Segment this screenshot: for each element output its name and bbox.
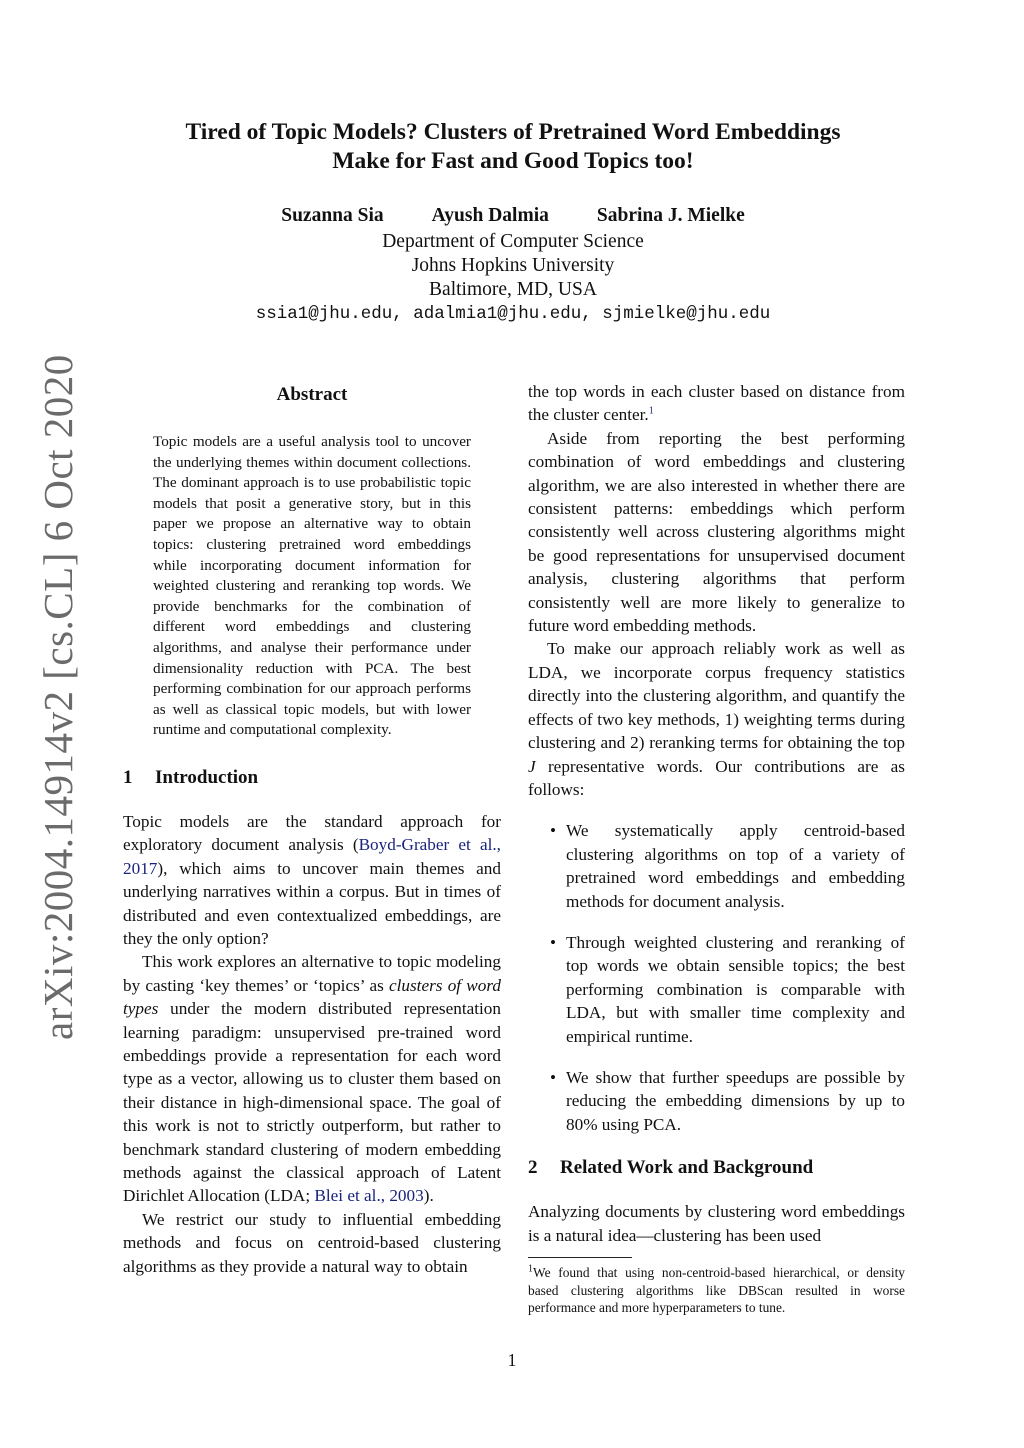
list-item — [528, 819, 905, 913]
right-p2-text-a: To make our approach reliably work as well as LDA, we incorporate corpus frequency statistics directly into the clustering algorithm, and quantify the effects of two key methods, 1) weighting terms during clustering and 2) reranking terms for obtaining the top — [528, 639, 905, 753]
abstract-text: Topic models are a useful analysis tool to uncover the underlying themes within document collections. The dominant approach is to use probabilistic topic models that posit a generative story, but in this paper we propose an alternative way to obtain topics: clustering pretrained word embeddings while incorporating document information for weighted clustering and reranking top words. We provide benchmarks for the combination of different word embeddings and clustering algorithms, and analyse their performance under dimensionality reduction with PCA. The best performing combination for our approach performs as well as classical topic models, but with lower runtime and computational complexity. — [153, 433, 471, 739]
right-column — [528, 380, 905, 1317]
section-1-number: 1 — [123, 766, 133, 788]
citation-boyd-graber[interactable]: Boyd-Graber et al., 2017 — [123, 835, 501, 878]
affiliation-university: Johns Hopkins University — [411, 255, 615, 276]
abstract-heading: Abstract — [276, 384, 348, 405]
arxiv-identifier: arXiv:2004.14914v2 [cs.CL] 6 Oct 2020 — [35, 354, 81, 1040]
section-1-heading — [123, 764, 501, 792]
list-item — [528, 931, 905, 1048]
right-p0-text: the top words in each cluster based on distance from the cluster center. — [528, 382, 905, 425]
left-column — [123, 380, 501, 1278]
author-list — [120, 205, 906, 227]
bullet-icon: • — [550, 821, 557, 841]
intro-p1-text-a: Topic models are the standard approach for exploratory document analysis ( — [123, 811, 501, 855]
variable-j: J — [528, 756, 536, 776]
right-paragraph-0 — [528, 380, 905, 427]
contributions-list — [528, 819, 905, 1136]
footnote-1-text: We found that using non-centroid-based hierarchical, or density based clustering algorithms like DBScan resulted in worse performance and more hyperparameters to tune. — [528, 1265, 905, 1315]
list-item-text: Through weighted clustering and reranking of top words we obtain sensible topics; the best performing combination is comparable with LDA, but with smaller time complexity and empirical runtime. — [566, 932, 905, 1046]
right-paragraph-1: Aside from reporting the best performing combination of word embeddings and clustering algorithm, we are also interested in whether there are consistent patterns: embeddings which perform consistently well across clustering algorithms might be good representations for unsupervised document analysis, clustering algorithms that perform consistently well are more likely to generalize to future word embedding methods. — [528, 428, 905, 636]
section-2-heading — [528, 1154, 905, 1182]
intro-p2-text-b: under the modern distributed representation learning paradigm: unsupervised pre-trained word embeddings provide a representation for each word type as a vector, allowing us to cluster them based on their distance in high-dimensional space. The goal of this work is not to strictly outperform, but rather to benchmark standard clustering of modern embedding methods against the classical approach of Latent Dirichlet Allocation (LDA; — [123, 999, 501, 1206]
footnote-divider — [528, 1257, 632, 1258]
author-emails: ssia1@jhu.edu, adalmia1@jhu.edu, sjmielke@jhu.edu — [255, 304, 771, 324]
list-item-text: We show that further speedups are possible by reducing the embedding dimensions by up to 80% using PCA. — [566, 1067, 905, 1134]
paper-title — [120, 118, 906, 176]
footnote-1 — [528, 1264, 905, 1317]
intro-paragraph-2 — [123, 950, 501, 1207]
list-item-text: We systematically apply centroid-based clustering algorithms on top of a variety of pretrained word embeddings and embedding methods for document analysis. — [566, 821, 905, 911]
intro-p2-text-a: This work explores an alternative to topic modeling by casting ‘key themes’ or ‘topics’ as — [123, 952, 501, 995]
footnote-1-marker[interactable]: 1 — [648, 405, 654, 417]
section-1-title: Introduction — [155, 766, 259, 788]
intro-paragraph-1 — [123, 810, 501, 950]
intro-p1-text-b: ), which aims to uncover main themes and underlying narratives within a corpus. But in times of distributed and even contextualized embeddings, are they the only option? — [123, 858, 501, 948]
intro-paragraph-3: We restrict our study to influential embedding methods and focus on centroid-based clustering algorithms as they provide a natural way to obtain — [123, 1209, 501, 1276]
title-line-1: Tired of Topic Models? Clusters of Pretrained Word Embeddings — [185, 119, 841, 145]
author-2: Ayush Dalmia — [431, 205, 549, 226]
title-line-2: Make for Fast and Good Topics too! — [332, 148, 694, 174]
intro-p2-text-c: ). — [423, 1186, 434, 1206]
affiliation — [120, 230, 906, 302]
page-number: 1 — [507, 1350, 517, 1370]
footnote-1-number: 1 — [528, 1263, 533, 1275]
bullet-icon: • — [550, 932, 557, 952]
right-p2-text-b: representative words. Our contributions are as follows: — [528, 756, 905, 799]
intro-p2-emphasis: clusters of word types — [123, 975, 501, 1019]
section-2-title: Related Work and Background — [560, 1157, 814, 1179]
citation-blei[interactable]: Blei et al., 2003 — [314, 1186, 424, 1206]
affiliation-location: Baltimore, MD, USA — [429, 279, 597, 300]
list-item — [528, 1066, 905, 1136]
section-2-number: 2 — [528, 1157, 538, 1179]
right-paragraph-2 — [528, 637, 905, 801]
affiliation-department: Department of Computer Science — [382, 231, 644, 252]
bullet-icon: • — [550, 1067, 557, 1087]
related-work-paragraph: Analyzing documents by clustering word embeddings is a natural idea—clustering has been used — [528, 1202, 905, 1245]
author-3: Sabrina J. Mielke — [596, 205, 745, 226]
author-1: Suzanna Sia — [281, 205, 384, 226]
